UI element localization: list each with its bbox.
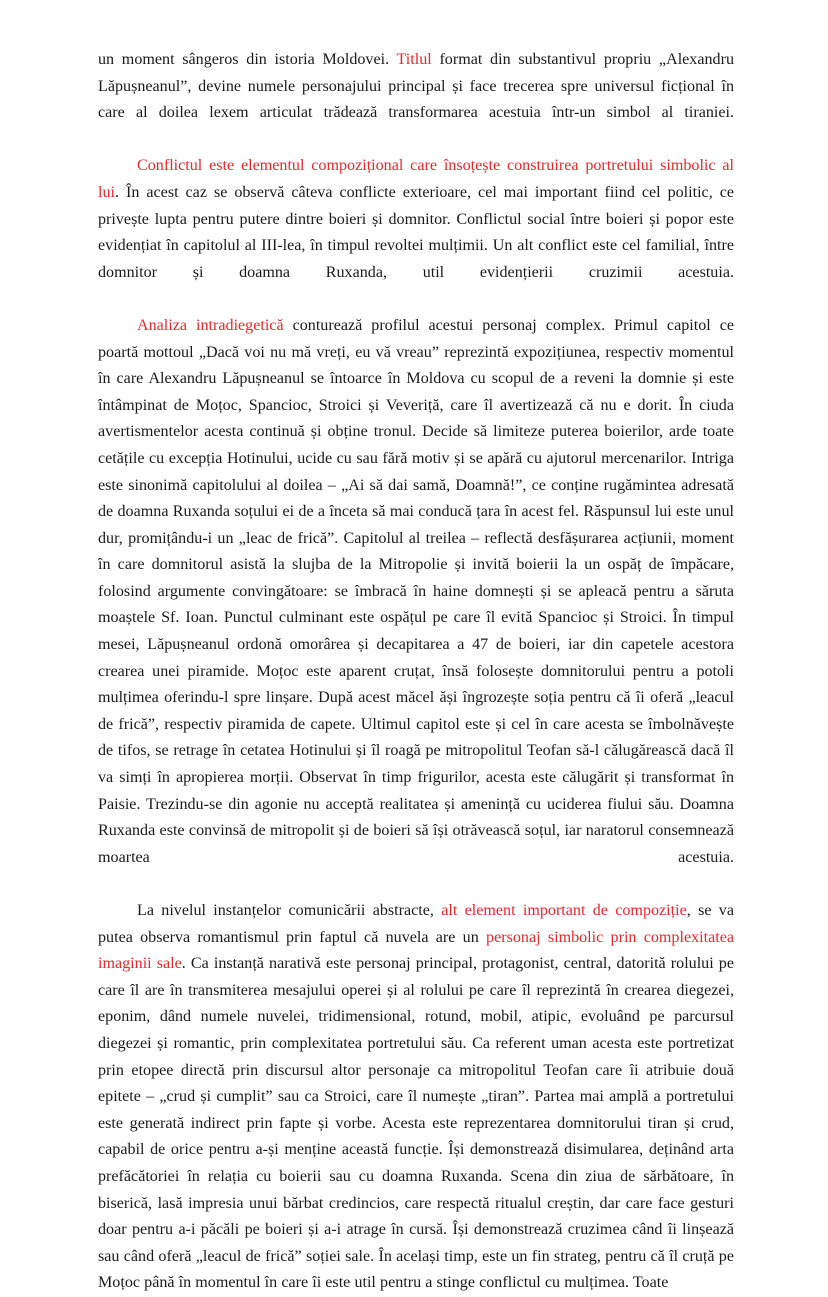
paragraph-1 (98, 47, 734, 153)
paragraph-4 (98, 898, 734, 1297)
highlighted-text-run: alt element important de compoziție (441, 902, 687, 919)
highlighted-text-run: Titlul (396, 51, 432, 68)
paragraph-2 (98, 153, 734, 313)
text-run: . Ca instanță narativă este personaj principal, protagonist, central, datorită rolului pe care îl are în transmiterea mesajului operei și al rolului pe care îl reprezintă în crearea diegezei, eponim, dând numele nuvelei, tridimensional, rotund, mobil, atipic, evoluând pe parcursul diegezei și romantic, prin complexitatea portretului său. Ca referent uman acesta este portretizat prin etopee directă prin discursul altor personaje ca mitropolitul Teofan care îi atribuie două epitete – „crud și cumplit” sau ca Stroici, care îl numește „tiran”. Partea mai amplă a portretului este generată indirect prin fapte și vorbe. Acesta este reprezentarea domnitorului tiran și crud, capabil de orice pentru a-și menține această funcție. Își demonstrează disimularea, deținând arta prefăcătoriei în relația cu boierii sau cu doamna Ruxanda. Scena din ziua de sărbătoare, în biserică, lasă impresia unui bărbat credincios, care respectă ritualul creștin, dar care face gesturi doar pentru a-i păcăli pe boieri și a-i atrage în cursă. Își demonstrează cruzimea când îi linșează sau când oferă „leacul de frică” soției sale. În același timp, este un fin strateg, pentru că îl cruță pe Moțoc până în momentul în care îi este util pentru a stinge conflictul cu mulțimea. Toate (98, 955, 734, 1292)
highlighted-text-run: personaj simbolic prin complexitatea imaginii sale (98, 928, 734, 973)
highlighted-text-run: Conflictul este elementul compozițional care însoțește construirea portretului simbolic al lui (98, 157, 734, 201)
text-run: La nivelul instanțelor comunicării abstracte, (137, 902, 442, 919)
text-run: conturează profilul acestui personaj complex. Primul capitol ce poartă mottoul „Dacă voi nu mă vreți, eu vă vreau” reprezintă expozițiunea, respectiv momentul în care Alexandru Lăpușneanul se întoarce în Moldova cu scopul de a reveni la domnie și este întâmpinat de Moțoc, Spancioc, Stroici și Veveriță, care îl avertizează că nu e dorit. În ciuda avertismentelor acesta continuă și obține tronul. Decide să limiteze puterea boierilor, arde toate cetățile cu excepția Hotinului, ucide cu sau fără motiv și se apără cu ajutorul mercenarilor. Intriga este sinonimă capitolului al doilea – „Ai să dai samă, Doamnă!”, ce conține rugămintea adresată de doamna Ruxanda soțului ei de a înceta să mai conducă țara în acest fel. Răspunsul lui este unul dur, promițându-i un „leac de frică”. Capitolul al treilea – reflectă desfășurarea acțiunii, moment în care domnitorul asistă la slujba de la Mitropolie și invită boierii la un ospăț de împăcare, folosind argumente convingătoare: se îmbracă în haine domnești și se apleacă pentru a săruta moaștele Sf. Ioan. Punctul culminant este ospățul pe care îl evită Spancioc și Stroici. În timpul mesei, Lăpușneanul ordonă omorârea și decapitarea a 47 de boieri, iar din capetele acestora crearea unei piramide. Moțoc este aparent cruțat, însă folosește domnitorului pentru a potoli mulțimea oferindu-l spre linșare. După acest măcel ăși îngrozește soția pentru că îi oferă „leacul de frică”, respectiv piramida de capete. Ultimul capitol este și cel în care acesta se îmbolnăvește de tifos, se retrage în cetatea Hotinului și îl roagă pe mitropolitul Teofan să-l călugărească dacă îl va simți în apropierea morții. Observat în timp frigurilor, acesta este călugărit și transformat în Paisie. Trezindu-se din agonie nu acceptă realitatea și amenință cu uciderea fiului său. Doamna Ruxanda este convinsă de mitropolit și de boieri să își otrăvească soțul, iar naratorul consemnează moartea acestuia. (98, 316, 734, 866)
text-run: format din substantivul propriu „Alexandru Lăpușneanul”, devine numele personajului principal și face trecerea spre universul ficțional în care al doilea lexem articulat trădează transformarea acestuia într-un simbol al tiraniei. (98, 51, 734, 122)
highlighted-text-run: Analiza intradiegetică (137, 316, 284, 334)
text-column (98, 47, 734, 1297)
text-run: , se va putea observa romantismul prin faptul că nuvela are un (98, 902, 734, 946)
text-run: . În acest caz se observă câteva conflicte exterioare, cel mai important fiind cel politic, ce privește lupta pentru putere dintre boieri și domnitor. Conflictul social între boieri și popor este evidențiat în capitolul al III-lea, în timpul revoltei mulțimii. Un alt conflict este cel familial, între domnitor și doamna Ruxanda, util evidențierii cruzimii acestuia. (98, 183, 734, 281)
text-run: un moment sângeros din istoria Moldovei. (98, 51, 397, 68)
paragraph-3 (98, 313, 734, 898)
